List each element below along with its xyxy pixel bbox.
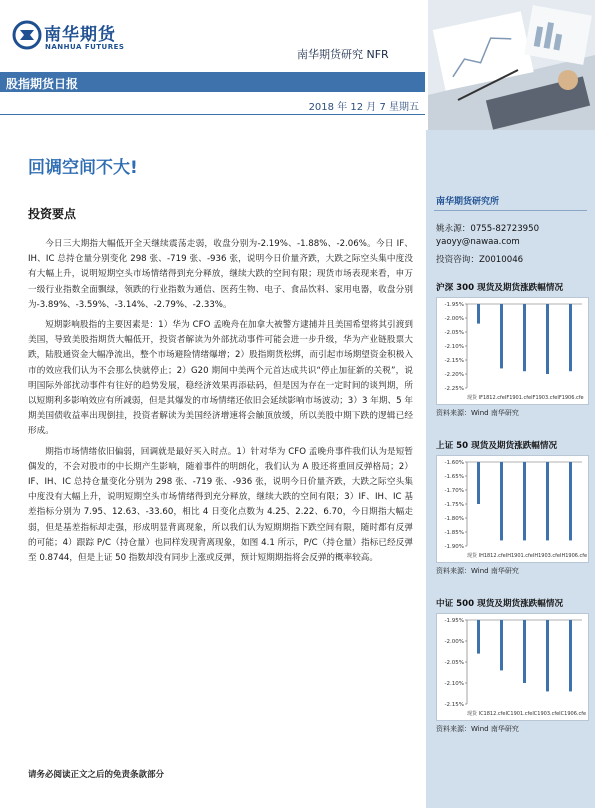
chart-zz500 <box>436 613 589 721</box>
company-logo <box>8 6 124 54</box>
y-tick-label: -2.15% <box>444 702 464 708</box>
hero-image <box>428 0 595 130</box>
bar-IH1901.cfe <box>523 462 526 540</box>
x-axis-labels: 现货 IC1812.cfeIC1901.cfeIC1903.cfeIC1906.cfe <box>467 711 587 717</box>
y-tick-label: -1.65% <box>444 474 464 480</box>
y-tick-label: -2.10% <box>444 344 464 350</box>
bar-IC1903.cfe <box>546 620 549 691</box>
report-type-banner <box>0 72 425 92</box>
sidebar-title: 南华期货研究所 <box>436 197 500 207</box>
disclaimer-footer: 请务必阅读正文之后的免责条款部分 <box>28 770 165 780</box>
logo-en-text: NANHUA FUTURES <box>45 43 125 51</box>
y-tick-label: -2.00% <box>444 639 464 645</box>
bar-IH1903.cfe <box>546 462 549 540</box>
paragraph-outlook: 期指市场情绪依旧偏弱，回调就是最好买入时点。1）针对华为 CFO 孟晚舟事件我们认为是短暂偶发的，不会对股市的中长期产生影响，随着事件的明朗化，我们认为 A 股还将重回反弹格局；2）IF、IH、IC 总持仓量变化分别为 298 张、-719 张、-936 张，说明今日价量齐跌，大跌之际空头集中度没有大幅上升，说明短期空头市场情绪得到充分释放，继续大跌的空间有限；3）IF、IH、IC 基差指标分别为 7.95、12.63、-33.60，相比 4 日变化点数为 4.25、2.22、6.70，今日期指大幅走弱，但是基差指标却走强，形成明显背离现象，所以我们认为短期期指下跌空间有限，随时都有反弹的可能；4）跟踪 P/C（持仓量）也同样发现背离现象，如图 4.1 所示，P/C（持仓量）指标已经反弹至 0.8744，但是上证 50 指数却没有同步上涨或反弹，预计短期期指将会反弹的概率较高。 <box>28 446 413 564</box>
y-tick-label: -1.70% <box>444 488 464 494</box>
hero-illustration-icon <box>428 0 595 130</box>
bar-IF1901.cfe <box>523 304 526 371</box>
chart-source-zz500: 资料来源：Wind 南华研究 <box>436 725 519 733</box>
bar-IH1812.cfe <box>500 462 503 540</box>
chart-sz50 <box>436 455 589 563</box>
x-axis-labels: 现货 IH1812.cfeIH1901.cfeIH1903.cfeIH1906.cfe <box>467 553 588 559</box>
y-tick-label: -2.20% <box>444 372 464 378</box>
report-date: 2018 年 12 月 7 星期五 <box>308 102 419 113</box>
sidebar-divider <box>434 210 587 211</box>
report-type-label: 股指期货日报 <box>6 77 79 91</box>
bar-IF1812.cfe <box>500 304 503 368</box>
logo-cn-text: 南华期货 <box>44 25 116 45</box>
report-headline: 回调空间不大! <box>28 158 138 178</box>
bar-现货 <box>477 304 480 324</box>
y-tick-label: -2.05% <box>444 330 464 336</box>
bar-IC1901.cfe <box>523 620 526 683</box>
report-body <box>28 237 413 571</box>
y-tick-label: -2.25% <box>444 386 464 392</box>
analyst-license: 投资咨询：Z0010046 <box>436 255 524 265</box>
y-tick-label: -1.85% <box>444 530 464 536</box>
x-axis-labels: 现货 IF1812.cfeIF1901.cfeIF1903.cfeIF1906.cfe <box>467 395 584 401</box>
y-tick-label: -1.75% <box>444 502 464 508</box>
y-tick-label: -1.60% <box>444 460 464 466</box>
sidebar <box>426 130 595 808</box>
bar-现货 <box>477 620 480 654</box>
institute-label: 南华期货研究 NFR <box>297 48 389 61</box>
y-tick-label: -2.00% <box>444 316 464 322</box>
y-tick-label: -2.15% <box>444 358 464 364</box>
section-title: 投资要点 <box>28 207 77 221</box>
y-tick-label: -1.95% <box>444 618 464 624</box>
chart-zz500-svg <box>437 614 588 720</box>
bar-IF1903.cfe <box>546 304 549 374</box>
paragraph-market-summary: 今日三大期指大幅低开全天继续震荡走弱，收盘分别为-2.19%、-1.88%、-2.06%。今日 IF、IH、IC 总持仓量分别变化 298 张、-719 张、-936 张，说明今日价量齐跌，大跌之际空头集中度没有大幅上升，说明短期空头市场情绪得到充分释放，继续大跌的空间有限；现货市场表现来看，申万一级行业指数全面飘绿，领跌的行业指数为通信、医药生物、电子、食品饮料、家用电器，收盘分别为-3.89%、-3.59%、-3.14%、-2.79%、-2.33%。 <box>28 239 413 310</box>
bar-IC1812.cfe <box>500 620 503 670</box>
paragraph-drivers: 短期影响股指的主要因素是：1）华为 CFO 孟晚舟在加拿大被警方逮捕并且美国希望将其引渡到美国，导致美股指期货大幅低开，投资者解读为外部扰动事件可能会进一步升级，华为产业链股票大跌，陆股通资金大幅净流出，整个市场避险情绪爆增；2）股指期货松绑，而引起市场期望资金积极入市的效应我们认为不会那么快就停止；2）G20 期间中美两个元首达成共识“停止加征新的关税”，说明国际外部扰动事件有往好的趋势发展，稳经济效果再添砝码，但是因为存在一定时间的谈判期，所以短期利多影响效应有所减弱，但是其爆发的市场情绪还依旧会延续影响市场波动；3）3 年期、5 年期美国债收益率出现倒挂，投资者解读为美国经济增速将会触顶放缓，所以美股中期下跌的逻辑已经形成。 <box>28 320 413 437</box>
bar-IF1906.cfe <box>569 304 572 371</box>
y-tick-label: -1.80% <box>444 516 464 522</box>
chart-title-hs300: 沪深 300 现货及期货涨跌幅情况 <box>436 283 564 293</box>
nanhua-logo-icon <box>12 20 42 50</box>
bar-IH1906.cfe <box>569 462 572 540</box>
y-tick-label: -2.10% <box>444 681 464 687</box>
analyst-phone: 姚永源：0755-82723950 <box>436 224 540 234</box>
chart-hs300-svg <box>437 298 588 404</box>
chart-hs300 <box>436 297 589 405</box>
chart-source-hs300: 资料来源：Wind 南华研究 <box>436 409 519 417</box>
chart-source-sz50: 资料来源：Wind 南华研究 <box>436 567 519 575</box>
bar-IC1906.cfe <box>569 620 572 691</box>
header-divider <box>0 114 425 115</box>
chart-title-zz500: 中证 500 现货及期货涨跌幅情况 <box>436 599 564 609</box>
chart-title-sz50: 上证 50 现货及期货涨跌幅情况 <box>436 441 558 451</box>
bar-现货 <box>477 462 480 504</box>
y-tick-label: -1.90% <box>444 544 464 550</box>
y-tick-label: -1.95% <box>444 302 464 308</box>
analyst-email[interactable]: yaoyy@nawaa.com <box>436 237 520 247</box>
y-tick-label: -2.05% <box>444 660 464 666</box>
chart-sz50-svg <box>437 456 588 562</box>
